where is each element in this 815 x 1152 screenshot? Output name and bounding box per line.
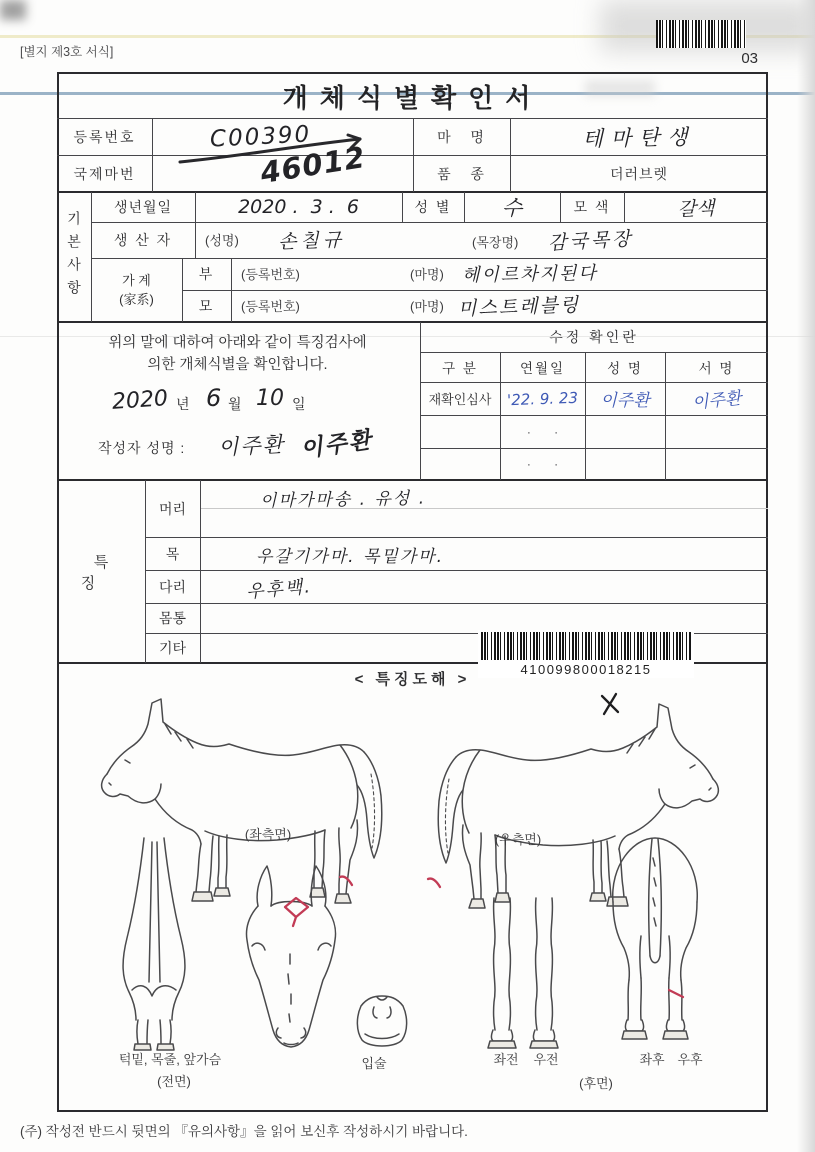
- coat-value: 갈색: [677, 196, 715, 221]
- features-barcode-number: 410099800018215: [520, 662, 652, 677]
- form-reference-label: [별지 제3호 서식]: [20, 45, 114, 59]
- intl-no-label: 국제마번: [73, 165, 136, 182]
- features-section-label: 특징: [80, 553, 135, 592]
- red-mark-right-hind: [669, 990, 683, 997]
- sire-name-paren: (마명): [410, 267, 444, 282]
- grid-line: [231, 258, 232, 322]
- label-hind-left: 좌후: [639, 1051, 665, 1067]
- writer-name-value: 이주환: [217, 432, 286, 460]
- feature-leg-value: 우후백.: [245, 576, 313, 603]
- revision-title: 수정 확인란: [549, 329, 639, 345]
- feature-body-label: 몸통: [158, 610, 187, 626]
- confirm-statement-line1: 위의 말에 대하여 아래와 같이 특징검사에: [108, 334, 367, 351]
- foreleg-right-view: [530, 898, 558, 1048]
- foreleg-views: [488, 898, 558, 1048]
- top-barcode: [656, 20, 746, 48]
- horse-name-label: 마 명: [437, 128, 486, 145]
- feature-neck-label: 목: [165, 545, 180, 562]
- grid-line: [145, 537, 768, 538]
- confirm-day: 10: [256, 386, 284, 411]
- feature-etc-label: 기타: [158, 640, 187, 656]
- family-label-cell: [91, 258, 182, 322]
- horse-name-value: 테마탄생: [582, 124, 696, 151]
- grid-line: [420, 448, 768, 449]
- sire-regno-paren: (등록번호): [241, 267, 300, 282]
- producer-name-paren: (성명): [205, 233, 239, 248]
- red-mark-left-leg: [340, 877, 352, 885]
- revision-row-sign: 이주환: [691, 388, 743, 414]
- sire-label: 부: [198, 266, 215, 282]
- label-left-side: (좌측면): [244, 826, 292, 842]
- farm-name-value: 감국목장: [547, 227, 635, 255]
- revision-col-date: 연월일: [519, 361, 566, 376]
- feature-leg-label: 다리: [158, 578, 187, 595]
- breed-value: 더러브렛: [609, 165, 669, 182]
- birth-value: 2020 . 3 . 6: [238, 196, 359, 218]
- label-right-side: (우측면): [494, 831, 542, 847]
- confirm-day-unit: 일: [292, 396, 306, 412]
- grid-line: [200, 480, 201, 663]
- label-fore-right: 우전: [533, 1051, 559, 1067]
- confirm-year-unit: 년: [176, 396, 190, 412]
- diagram-title: < 특징도해 >: [354, 670, 471, 688]
- right-horse-side-view: [438, 704, 718, 908]
- label-front-group: 턱밑, 목줄, 앞가슴: [118, 1051, 222, 1067]
- red-mark-right-leg: [428, 879, 440, 887]
- revision-row3-date-dots: · ·: [526, 457, 559, 471]
- sex-value: 수: [501, 196, 523, 220]
- reg-no-label: 등록번호: [73, 128, 136, 145]
- label-lips: 입술: [361, 1055, 387, 1071]
- revision-col-type: 구 분: [442, 361, 478, 376]
- feature-diagram-svg: [57, 663, 768, 1112]
- basic-section-label: 기본사항: [66, 211, 82, 303]
- grid-line: [182, 290, 768, 291]
- front-view: [123, 838, 185, 1050]
- dam-regno-paren: (등록번호): [241, 299, 300, 314]
- muzzle-view: [357, 996, 406, 1046]
- farm-name-paren: (목장명): [472, 235, 519, 250]
- revision-col-sign: 서 명: [698, 361, 735, 376]
- footer-note: (주) 작성전 반드시 뒷면의 『유의사항』을 읽어 보신후 작성하시기 바랍니다.: [20, 1124, 468, 1139]
- page-number: 03: [741, 50, 758, 67]
- writer-signature: 이주환: [298, 427, 375, 463]
- document-title: 개체식별확인서: [282, 82, 543, 113]
- label-rear-view: (후면): [579, 1075, 613, 1091]
- features-barcode: [481, 632, 691, 660]
- foreleg-left-view: [488, 898, 516, 1048]
- feature-head-label: 머리: [158, 500, 187, 517]
- confirm-statement-line2: 의한 개체식별을 확인합니다.: [147, 356, 328, 373]
- sire-name-value: 헤이르차지된다: [461, 262, 598, 287]
- sex-label: 성 별: [414, 199, 452, 215]
- confirm-month: 6: [206, 384, 222, 412]
- confirm-year: 2020: [111, 386, 169, 415]
- confirm-month-unit: 월: [228, 396, 242, 412]
- rear-view: [613, 838, 698, 1039]
- family-label: 가 계: [122, 272, 151, 288]
- reg-no-old-value: C00390: [209, 121, 312, 153]
- label-hind-right: 우후: [677, 1051, 703, 1067]
- label-front-view: (전면): [157, 1073, 191, 1089]
- scan-artifact-corner-smudge: [0, 0, 26, 20]
- label-fore-left: 좌전: [493, 1051, 519, 1067]
- feature-neck-value: 우갈기가마. 목밑가마.: [256, 547, 445, 567]
- producer-name-value: 손칠규: [277, 228, 346, 254]
- x-mark-neck: [602, 694, 618, 714]
- revision-row-type: 재확인심사: [428, 392, 492, 407]
- feature-head-value: 이마가마송 . 유성 .: [259, 488, 427, 512]
- dam-label: 모: [198, 298, 215, 314]
- breed-label: 품 종: [437, 165, 486, 182]
- family-hanja: (家系): [119, 292, 154, 307]
- strike-arrow: [152, 118, 413, 192]
- revision-row-name: 이주환: [600, 391, 650, 411]
- producer-label: 생 산 자: [113, 232, 173, 248]
- birth-label: 생년월일: [113, 199, 173, 215]
- scan-artifact-right-edge: [797, 0, 815, 1152]
- reg-no-new-value: 46012: [257, 139, 368, 191]
- left-horse-side-view: [102, 699, 382, 903]
- grid-line: [145, 570, 768, 571]
- writer-label: 작성자 성명 :: [98, 440, 186, 456]
- reg-no-handwritten-block: [152, 118, 413, 192]
- revision-row2-date-dots: · ·: [526, 424, 559, 439]
- revision-row-date: '22. 9. 23: [506, 388, 579, 409]
- coat-label: 모 색: [573, 199, 611, 215]
- grid-line: [145, 603, 768, 604]
- dam-name-value: 미스트레블링: [457, 293, 581, 321]
- dam-name-paren: (마명): [410, 299, 444, 314]
- revision-col-name: 성 명: [607, 361, 643, 376]
